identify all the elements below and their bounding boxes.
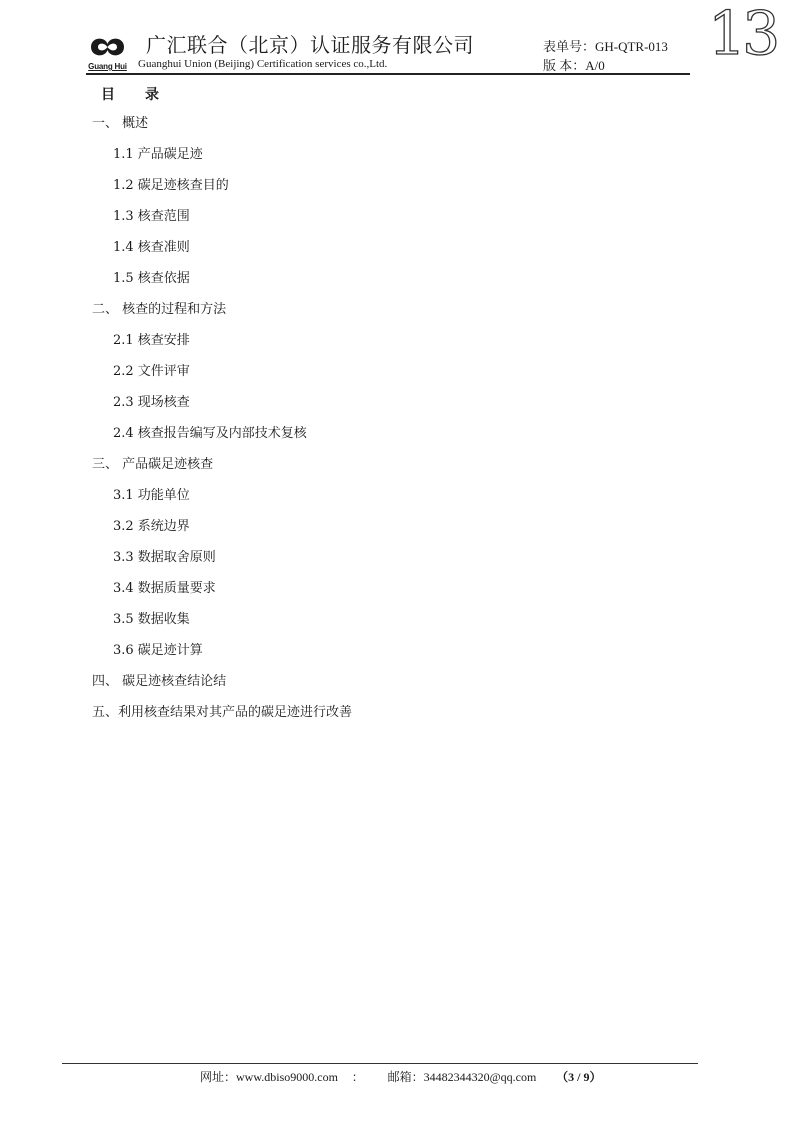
company-logo	[85, 32, 130, 74]
company-name-cn: 广汇联合（北京）认证服务有限公司	[146, 33, 474, 57]
toc-item: 3.2 系统边界	[113, 519, 190, 534]
toc-item: 3.5 数据收集	[113, 612, 190, 627]
header-divider	[86, 73, 690, 75]
toc-item: 一、 概述	[92, 116, 149, 131]
email-label: 邮箱：	[387, 1070, 424, 1084]
toc-item: 三、 产品碳足迹核查	[92, 457, 214, 472]
toc-item: 1.1 产品碳足迹	[113, 147, 203, 162]
guanghui-logo-icon	[85, 32, 130, 62]
toc-item: 二、 核查的过程和方法	[92, 302, 227, 317]
page-header	[0, 0, 791, 80]
page-footer	[200, 1068, 601, 1085]
toc-item: 3.1 功能单位	[113, 488, 190, 503]
toc-item: 2.1 核查安排	[113, 333, 190, 348]
toc-item: 3.4 数据质量要求	[113, 581, 216, 596]
footer-separator: ：	[351, 1070, 364, 1084]
toc-item: 1.5 核查依据	[113, 271, 190, 286]
email-link[interactable]: 34482344320@qq.com	[423, 1070, 537, 1084]
toc-item: 四、 碳足迹核查结论结	[92, 674, 227, 689]
version-label: 版 本：A/0	[543, 58, 605, 73]
toc-item: 2.3 现场核查	[113, 395, 190, 410]
company-name-en: Guanghui Union (Beijing) Certification services co.,Ltd.	[138, 58, 388, 70]
form-number: 表单号：GH-QTR-013	[543, 39, 668, 54]
toc-title-char-2: 录	[145, 87, 159, 103]
toc-item: 1.4 核查准则	[113, 240, 190, 255]
toc-item: 五、利用核查结果对其产品的碳足迹进行改善	[92, 705, 353, 720]
toc-item: 3.6 碳足迹计算	[113, 643, 203, 658]
toc-item: 2.2 文件评审	[113, 364, 190, 379]
toc-title-char-1: 目	[101, 87, 115, 103]
toc-item: 2.4 核查报告编写及内部技术复核	[113, 426, 307, 441]
handwritten-page-number: 13	[708, 0, 777, 69]
toc-item: 1.2 碳足迹核查目的	[113, 178, 229, 193]
website-link[interactable]: www.dbiso9000.com	[236, 1070, 338, 1084]
website-label: 网址：	[200, 1070, 237, 1084]
toc-title	[101, 84, 159, 104]
page-number: （3 / 9）	[556, 1070, 602, 1084]
logo-text: Guang Hui	[88, 62, 127, 71]
footer-divider	[62, 1063, 698, 1064]
toc-item: 1.3 核查范围	[113, 209, 190, 224]
toc-item: 3.3 数据取舍原则	[113, 550, 216, 565]
